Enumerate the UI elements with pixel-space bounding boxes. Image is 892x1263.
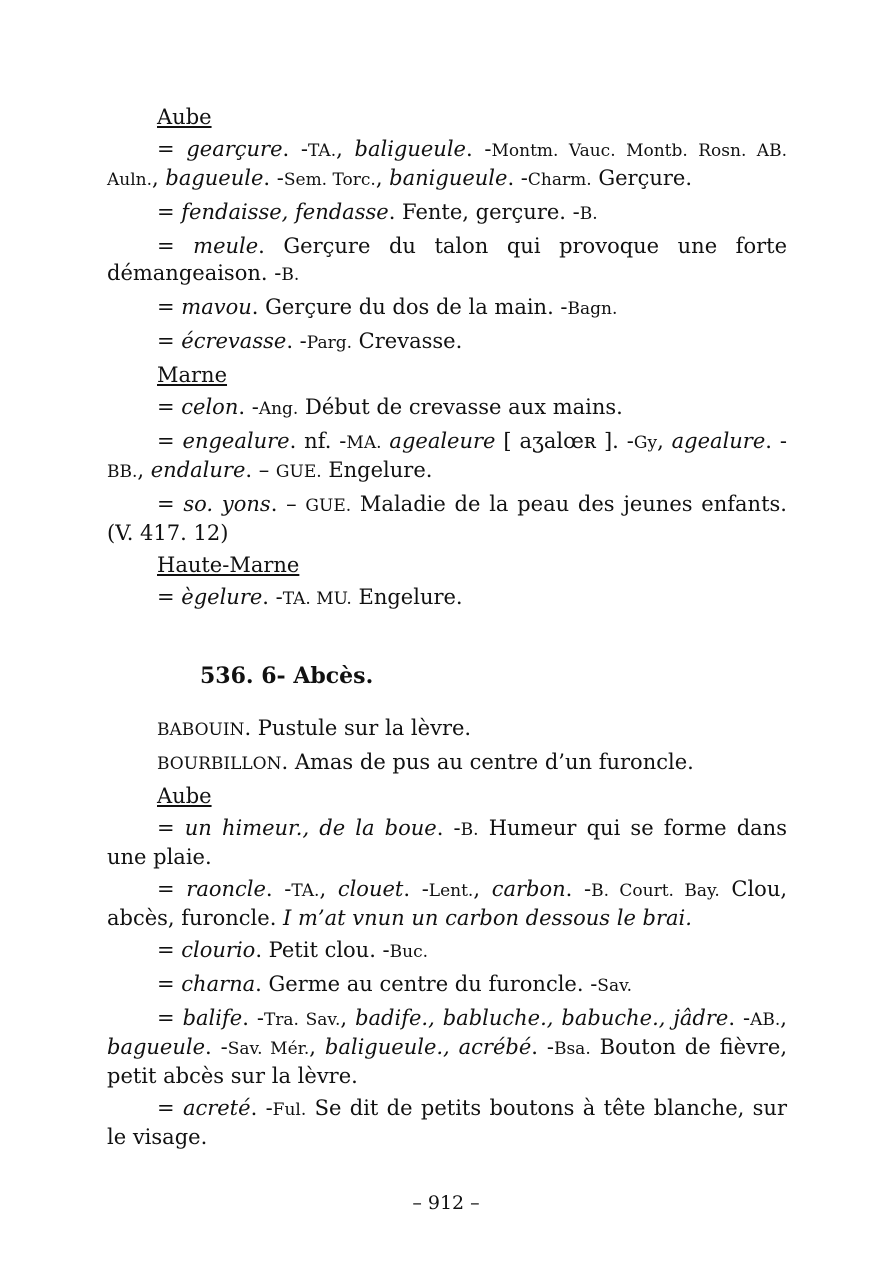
entry-fendaisse: = fendaisse, fendasse. Fente, gerçure. -B. xyxy=(157,200,598,224)
region-heading-haute-marne: Haute-Marne xyxy=(157,553,300,577)
entry-gearcure: = gearçure. -TA., baligueule. -Montm. Vauc. Montb. Rosn. AB. Auln., bagueule. -Sem. Torc., banigueule. -Charm. Gerçure. xyxy=(107,137,787,190)
region-heading-aube: Aube xyxy=(157,105,212,129)
page-number: – 912 – xyxy=(412,1192,480,1214)
entry-so-yons: = so. yons. – GUE. Maladie de la peau des jeunes enfants. (V. 417. 12) xyxy=(107,492,787,545)
entry-acrete: = acreté. -Ful. Se dit de petits boutons à tête blanche, sur le visage. xyxy=(107,1096,787,1149)
entry-babouin: BABOUIN. Pustule sur la lèvre. xyxy=(157,716,472,740)
entry-egelure: = ègelure. -TA. MU. Engelure. xyxy=(157,585,463,609)
entry-raoncle: = raoncle. -TA., clouet. -Lent., carbon. -B. Court. Bay. Clou, abcès, furoncle. I m’at vnun un carbon dessous le brai. xyxy=(107,877,788,930)
entry-himeur: = un himeur., de la boue. -B. Humeur qui se forme dans une plaie. xyxy=(107,816,787,869)
page-body xyxy=(107,104,787,1156)
entry-charna: = charna. Germe au centre du furoncle. -Sav. xyxy=(157,972,633,996)
entry-mavou: = mavou. Gerçure du dos de la main. -Bagn. xyxy=(157,295,618,319)
region-heading-aube-2: Aube xyxy=(157,784,212,808)
entry-meule: = meule. Gerçure du talon qui provoque une forte démangeaison. -B. xyxy=(107,234,787,285)
entry-ecrevasse: = écrevasse. -Parg. Crevasse. xyxy=(157,329,463,353)
section-heading: 536. 6- Abcès. xyxy=(200,663,374,689)
region-heading-marne: Marne xyxy=(157,363,228,387)
entry-balife: = balife. -Tra. Sav., badife., babluche., babuche., jâdre. -AB., bagueule. -Sav. Mér., baligueule., acrébé. -Bsa. Bouton de fièvre, petit abcès sur la lèvre. xyxy=(107,1006,788,1088)
entry-bourbillon: BOURBILLON. Amas de pus au centre d’un furoncle. xyxy=(157,750,694,774)
entry-clourio: = clourio. Petit clou. -Buc. xyxy=(157,938,429,962)
entry-celon: = celon. -Ang. Début de crevasse aux mains. xyxy=(157,395,623,419)
entry-engealure: = engealure. nf. -MA. agealeure [ aʒalœʀ ]. -Gy, agealure. -BB., endalure. – GUE. Engelure. xyxy=(107,429,787,482)
